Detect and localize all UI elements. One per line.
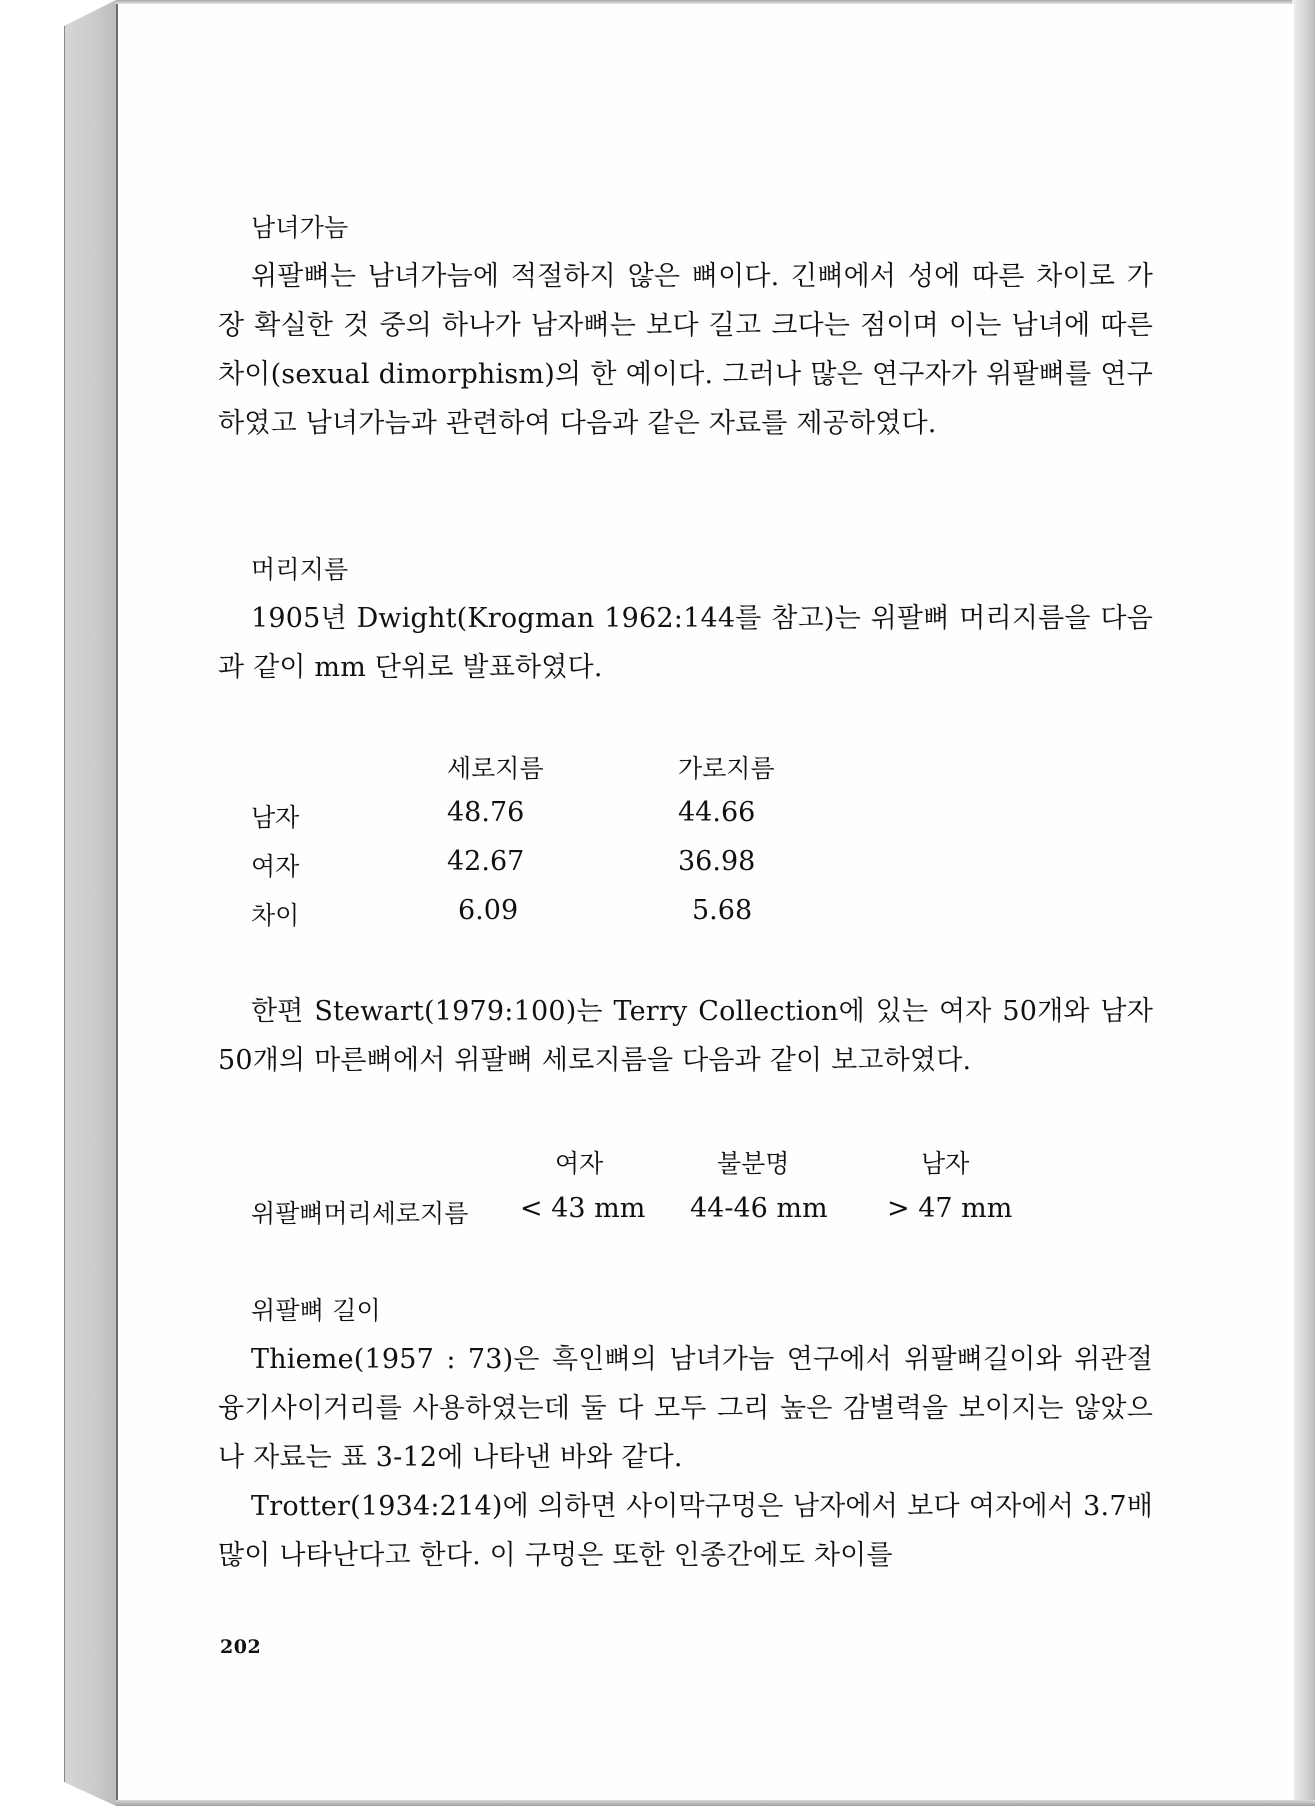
page-bottom-edge [116,1800,1315,1806]
paragraph-stewart: 한편 Stewart(1979:100)는 Terry Collection에 있는 여자 50개와 남자 50개의 마른뼈에서 위팔뼈 세로지름을 다음과 같이 보고하였다. [218,996,1153,1076]
table-cell: 6.09 [458,895,519,926]
table-row-label: 남자 [251,803,300,832]
spine-edge [64,26,65,1782]
section-heading-head-diameter: 머리지름 [251,555,349,584]
table-cell: 42.67 [447,846,525,877]
table-row-label: 위팔뼈머리세로지름 [251,1199,469,1228]
section-heading-humerus-length: 위팔뼈 길이 [251,1296,381,1325]
page-right-edge [1292,0,1315,1806]
table-header-indeterminate: 불분명 [717,1149,790,1178]
table-row-label: 여자 [251,852,300,881]
table-cell: 48.76 [447,797,525,828]
table-cell: < 43 mm [520,1193,646,1224]
section-heading-sex-estimation: 남녀가늠 [251,213,349,242]
table-cell: 44.66 [678,797,756,828]
table-header-male: 남자 [921,1149,970,1178]
paragraph-head-diameter: 1905년 Dwight(Krogman 1962:144를 참고)는 위팔뼈 머리지름을 다음과 같이 mm 단위로 발표하였다. [218,603,1153,683]
table-header-vertical: 세로지름 [447,754,544,783]
table-header-female: 여자 [555,1149,604,1178]
table-cell: 36.98 [678,846,756,877]
table-cell: 5.68 [692,895,753,926]
paragraph-sex-estimation: 위팔뼈는 남녀가늠에 적절하지 않은 뼈이다. 긴뼈에서 성에 따른 차이로 가장 확실한 것 중의 하나가 남자뼈는 보다 길고 크다는 점이며 이는 남녀에 따른 차이(sexual dimorphism)의 한 예이다. 그러나 많은 연구자가 위팔뼈를 연구하였고 남녀가늠과 관련하여 다음과 같은 자료를 제공하였다. [218,261,1153,439]
table-cell: > 47 mm [887,1193,1013,1224]
page-number: 202 [220,1636,262,1658]
paragraph-humerus-length-1: Thieme(1957 : 73)은 흑인뼈의 남녀가늠 연구에서 위팔뼈길이와 위관절융기사이거리를 사용하였는데 둘 다 모두 그리 높은 감별력을 보이지는 않았으나 자료는 표 3-12에 나타낸 바와 같다. [218,1344,1153,1473]
paragraph-humerus-length-2: Trotter(1934:214)에 의하면 사이막구멍은 남자에서 보다 여자에서 3.7배 많이 나타난다고 한다. 이 구멍은 또한 인종간에도 차이를 [218,1491,1153,1571]
table-row-label: 차이 [251,901,300,930]
book-spine [64,0,116,1806]
table-cell: 44-46 mm [690,1193,828,1224]
table-header-horizontal: 가로지름 [678,754,775,783]
